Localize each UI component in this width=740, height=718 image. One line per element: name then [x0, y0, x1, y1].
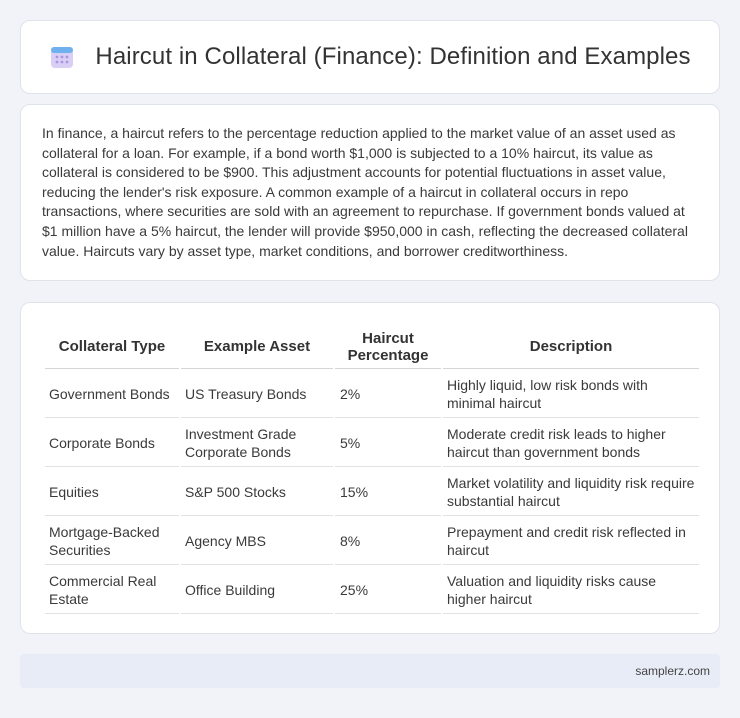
table-cell: S&P 500 Stocks	[181, 469, 333, 516]
table-cell: 25%	[335, 567, 441, 614]
table-cell: Government Bonds	[45, 371, 179, 418]
table-cell: Investment Grade Corporate Bonds	[181, 420, 333, 467]
table-cell: Valuation and liquidity risks cause higher haircut	[443, 567, 699, 614]
calendar-icon	[49, 44, 75, 70]
table-row	[45, 518, 699, 565]
haircut-table	[43, 323, 701, 616]
table-cell: Equities	[45, 469, 179, 516]
table-cell: 2%	[335, 371, 441, 418]
table-cell: Moderate credit risk leads to higher haircut than government bonds	[443, 420, 699, 467]
title-card	[20, 20, 720, 94]
table-cell: Commercial Real Estate	[45, 567, 179, 614]
column-header: Description	[443, 325, 699, 369]
table-row	[45, 371, 699, 418]
table-cell: 5%	[335, 420, 441, 467]
table-cell: Market volatility and liquidity risk require substantial haircut	[443, 469, 699, 516]
page-title: Haircut in Collateral (Finance): Definition and Examples	[95, 43, 691, 70]
table-cell: 8%	[335, 518, 441, 565]
table-cell: Corporate Bonds	[45, 420, 179, 467]
column-header: Example Asset	[181, 325, 333, 369]
column-header: Haircut Percentage	[335, 325, 441, 369]
table-header-row	[45, 325, 699, 369]
table-cell: Agency MBS	[181, 518, 333, 565]
table-cell: Office Building	[181, 567, 333, 614]
table-row	[45, 469, 699, 516]
table-cell: Prepayment and credit risk reflected in haircut	[443, 518, 699, 565]
column-header: Collateral Type	[45, 325, 179, 369]
table-row	[45, 567, 699, 614]
table-cell: Mortgage-Backed Securities	[45, 518, 179, 565]
intro-paragraph: In finance, a haircut refers to the percentage reduction applied to the market value of an asset used as collateral for a loan. For example, if a bond worth $1,000 is subjected to a 10% haircut, its value as collateral is considered to be $900. This adjustment accounts for potential fluctuations in asset value, reducing the lender's risk exposure. A common example of a haircut in collateral occurs in repo transactions, where securities are sold with an agreement to repurchase. If government bonds valued at $1 million have a 5% haircut, the lender will provide $950,000 in cash, reflecting the decreased collateral value. Haircuts vary by asset type, market conditions, and borrower creditworthiness.	[42, 125, 688, 259]
table-cell: 15%	[335, 469, 441, 516]
footer	[20, 654, 720, 688]
table-row	[45, 420, 699, 467]
intro-card	[20, 104, 720, 281]
source-link[interactable]: samplerz.com	[635, 664, 710, 678]
table-card	[20, 302, 720, 634]
table-cell: Highly liquid, low risk bonds with minimal haircut	[443, 371, 699, 418]
table-cell: US Treasury Bonds	[181, 371, 333, 418]
